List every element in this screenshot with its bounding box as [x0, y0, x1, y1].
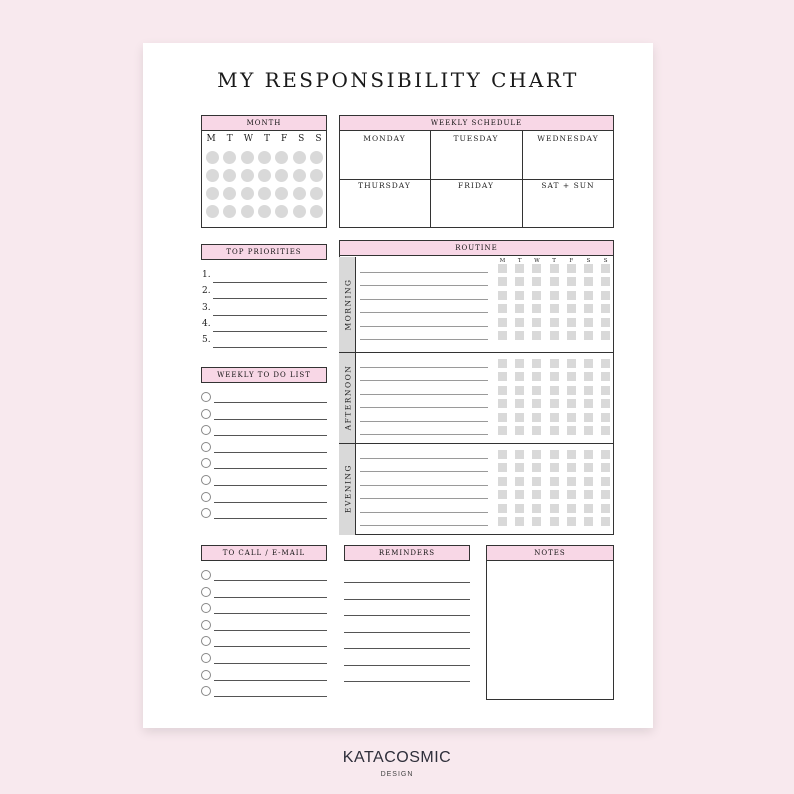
routine-check-square[interactable]: [584, 359, 593, 368]
routine-check-square[interactable]: [584, 291, 593, 300]
routine-check-square[interactable]: [584, 277, 593, 286]
routine-check-square[interactable]: [601, 331, 610, 340]
routine-check-square[interactable]: [498, 477, 507, 486]
reminder-line[interactable]: [344, 599, 470, 600]
month-day-dot[interactable]: [241, 187, 254, 200]
month-day-dot[interactable]: [258, 205, 271, 218]
routine-check-square[interactable]: [550, 490, 559, 499]
month-weekday-label: M: [206, 134, 216, 144]
routine-check-square[interactable]: [498, 359, 507, 368]
routine-task-line[interactable]: [360, 326, 488, 327]
routine-check-square[interactable]: [584, 331, 593, 340]
to-call-line[interactable]: [214, 580, 327, 581]
routine-check-square[interactable]: [515, 331, 524, 340]
routine-check-square[interactable]: [515, 304, 524, 313]
routine-check-square[interactable]: [515, 291, 524, 300]
month-day-dot[interactable]: [293, 169, 306, 182]
routine-check-square[interactable]: [584, 318, 593, 327]
routine-weekday-label: T: [517, 258, 522, 264]
routine-check-square[interactable]: [584, 304, 593, 313]
routine-check-square[interactable]: [584, 372, 593, 381]
routine-check-square[interactable]: [498, 372, 507, 381]
to-call-checkbox[interactable]: [201, 587, 211, 597]
routine-check-square[interactable]: [550, 477, 559, 486]
routine-task-line[interactable]: [360, 339, 488, 340]
routine-check-square[interactable]: [567, 450, 576, 459]
todo-checkbox[interactable]: [201, 442, 211, 452]
routine-check-square[interactable]: [532, 399, 541, 408]
priority-number: 3.: [202, 302, 211, 313]
notes-header: NOTES: [486, 545, 614, 561]
routine-check-square[interactable]: [515, 504, 524, 513]
routine-check-square[interactable]: [567, 399, 576, 408]
routine-check-square[interactable]: [550, 426, 559, 435]
routine-divider: [339, 443, 614, 444]
routine-check-square[interactable]: [567, 386, 576, 395]
to-call-line[interactable]: [214, 663, 327, 664]
month-day-dot[interactable]: [310, 205, 323, 218]
routine-check-square[interactable]: [550, 331, 559, 340]
routine-task-line[interactable]: [360, 285, 488, 286]
routine-check-square[interactable]: [550, 399, 559, 408]
routine-weekday-label: T: [552, 258, 556, 264]
month-day-dot[interactable]: [310, 169, 323, 182]
month-day-dot[interactable]: [206, 169, 219, 182]
month-day-dot[interactable]: [206, 205, 219, 218]
weekly-day-label: SAT + SUN: [541, 181, 595, 190]
routine-check-square[interactable]: [601, 490, 610, 499]
month-day-dot[interactable]: [241, 205, 254, 218]
routine-check-square[interactable]: [532, 291, 541, 300]
month-day-dot[interactable]: [258, 151, 271, 164]
routine-check-square[interactable]: [532, 331, 541, 340]
routine-check-square[interactable]: [567, 331, 576, 340]
month-day-dot[interactable]: [293, 205, 306, 218]
routine-check-square[interactable]: [601, 359, 610, 368]
to-call-line[interactable]: [214, 630, 327, 631]
routine-check-square[interactable]: [601, 426, 610, 435]
routine-section-label: MORNING: [343, 277, 352, 331]
routine-check-square[interactable]: [584, 399, 593, 408]
brand-subtitle: DESIGN: [380, 771, 414, 778]
routine-check-square[interactable]: [584, 413, 593, 422]
routine-check-square[interactable]: [498, 318, 507, 327]
routine-check-square[interactable]: [532, 277, 541, 286]
reminder-line[interactable]: [344, 648, 470, 649]
routine-divider: [339, 352, 614, 353]
todo-checkbox[interactable]: [201, 409, 211, 419]
month-day-dot[interactable]: [206, 151, 219, 164]
routine-check-square[interactable]: [532, 426, 541, 435]
priority-number: 2.: [202, 286, 211, 297]
month-weekday-label: T: [263, 134, 270, 144]
routine-check-square[interactable]: [584, 477, 593, 486]
routine-check-square[interactable]: [550, 304, 559, 313]
routine-task-line[interactable]: [360, 471, 488, 472]
to-call-line[interactable]: [214, 696, 327, 697]
routine-check-square[interactable]: [550, 359, 559, 368]
routine-check-square[interactable]: [550, 386, 559, 395]
routine-check-square[interactable]: [567, 517, 576, 526]
month-day-dot[interactable]: [258, 187, 271, 200]
routine-weekday-label: M: [499, 258, 506, 264]
routine-check-square[interactable]: [515, 277, 524, 286]
routine-check-square[interactable]: [601, 277, 610, 286]
page-title: MY RESPONSIBILITY CHART: [217, 68, 579, 92]
routine-check-square[interactable]: [498, 450, 507, 459]
routine-check-square[interactable]: [601, 413, 610, 422]
routine-check-square[interactable]: [515, 264, 524, 273]
routine-check-square[interactable]: [532, 517, 541, 526]
routine-check-square[interactable]: [550, 413, 559, 422]
priority-line[interactable]: [213, 282, 327, 283]
month-weekday-label: F: [280, 134, 288, 144]
routine-check-square[interactable]: [515, 426, 524, 435]
weekly-schedule-box: [339, 115, 614, 228]
priority-line[interactable]: [213, 347, 327, 348]
routine-check-square[interactable]: [515, 359, 524, 368]
routine-check-square[interactable]: [498, 463, 507, 472]
todo-line[interactable]: [214, 435, 327, 436]
routine-check-square[interactable]: [532, 264, 541, 273]
month-day-dot[interactable]: [241, 169, 254, 182]
top-priorities-header: TOP PRIORITIES: [201, 244, 327, 260]
month-day-dot[interactable]: [310, 187, 323, 200]
routine-task-line[interactable]: [360, 434, 488, 435]
routine-check-square[interactable]: [498, 291, 507, 300]
month-weekday-label: S: [315, 134, 322, 144]
routine-check-square[interactable]: [584, 490, 593, 499]
routine-task-line[interactable]: [360, 485, 488, 486]
routine-check-square[interactable]: [515, 450, 524, 459]
todo-line[interactable]: [214, 502, 327, 503]
routine-check-square[interactable]: [515, 386, 524, 395]
routine-check-square[interactable]: [550, 504, 559, 513]
routine-check-square[interactable]: [532, 477, 541, 486]
routine-check-square[interactable]: [532, 318, 541, 327]
routine-weekday-label: S: [603, 258, 608, 264]
todo-line[interactable]: [214, 402, 327, 403]
routine-check-square[interactable]: [584, 450, 593, 459]
routine-check-square[interactable]: [498, 490, 507, 499]
routine-check-square[interactable]: [584, 517, 593, 526]
routine-check-square[interactable]: [532, 463, 541, 472]
routine-check-square[interactable]: [550, 450, 559, 459]
routine-check-square[interactable]: [532, 450, 541, 459]
reminder-line[interactable]: [344, 582, 470, 583]
routine-check-square[interactable]: [532, 372, 541, 381]
routine-check-square[interactable]: [601, 386, 610, 395]
to-call-checkbox[interactable]: [201, 620, 211, 630]
priority-line[interactable]: [213, 331, 327, 332]
month-header: MONTH: [201, 115, 327, 131]
routine-weekday-label: W: [534, 258, 540, 264]
routine-task-line[interactable]: [360, 272, 488, 273]
routine-check-square[interactable]: [532, 504, 541, 513]
routine-check-square[interactable]: [601, 318, 610, 327]
routine-check-square[interactable]: [550, 517, 559, 526]
month-day-dot[interactable]: [241, 151, 254, 164]
todo-checkbox[interactable]: [201, 392, 211, 402]
routine-check-square[interactable]: [584, 504, 593, 513]
routine-check-square[interactable]: [584, 386, 593, 395]
to-call-checkbox[interactable]: [201, 570, 211, 580]
routine-check-square[interactable]: [601, 517, 610, 526]
routine-weekday-label: S: [586, 258, 591, 264]
routine-section-label: EVENING: [343, 464, 352, 513]
routine-task-line[interactable]: [360, 498, 488, 499]
month-day-dot[interactable]: [293, 187, 306, 200]
todo-checkbox[interactable]: [201, 475, 211, 485]
priority-line[interactable]: [213, 298, 327, 299]
brand-name: KATACOSMIC: [342, 749, 452, 766]
routine-check-square[interactable]: [567, 291, 576, 300]
to-call-checkbox[interactable]: [201, 653, 211, 663]
routine-check-square[interactable]: [601, 399, 610, 408]
notes-box[interactable]: [486, 545, 614, 700]
to-call-checkbox[interactable]: [201, 670, 211, 680]
todo-line[interactable]: [214, 468, 327, 469]
routine-check-square[interactable]: [498, 264, 507, 273]
routine-check-square[interactable]: [550, 277, 559, 286]
routine-check-square[interactable]: [515, 463, 524, 472]
routine-check-square[interactable]: [532, 413, 541, 422]
to-call-line[interactable]: [214, 680, 327, 681]
to-call-line[interactable]: [214, 613, 327, 614]
priority-line[interactable]: [213, 315, 327, 316]
routine-check-square[interactable]: [498, 304, 507, 313]
to-call-line[interactable]: [214, 597, 327, 598]
routine-check-square[interactable]: [498, 331, 507, 340]
routine-check-square[interactable]: [498, 517, 507, 526]
routine-weekday-label: F: [569, 258, 574, 264]
todo-checkbox[interactable]: [201, 492, 211, 502]
month-weekday-label: W: [243, 134, 253, 144]
routine-check-square[interactable]: [550, 291, 559, 300]
routine-check-square[interactable]: [567, 477, 576, 486]
routine-check-square[interactable]: [584, 426, 593, 435]
routine-check-square[interactable]: [567, 372, 576, 381]
routine-check-square[interactable]: [601, 504, 610, 513]
month-day-dot[interactable]: [293, 151, 306, 164]
routine-check-square[interactable]: [498, 504, 507, 513]
reminder-line[interactable]: [344, 665, 470, 666]
routine-task-line[interactable]: [360, 299, 488, 300]
routine-check-square[interactable]: [550, 264, 559, 273]
routine-task-line[interactable]: [360, 367, 488, 368]
routine-task-line[interactable]: [360, 421, 488, 422]
month-day-dot[interactable]: [258, 169, 271, 182]
routine-check-square[interactable]: [567, 304, 576, 313]
reminder-line[interactable]: [344, 632, 470, 633]
routine-check-square[interactable]: [498, 386, 507, 395]
month-weekday-row: [201, 134, 327, 144]
routine-check-square[interactable]: [567, 426, 576, 435]
routine-check-square[interactable]: [515, 517, 524, 526]
routine-check-square[interactable]: [567, 490, 576, 499]
routine-check-square[interactable]: [515, 477, 524, 486]
routine-task-line[interactable]: [360, 407, 488, 408]
todo-line[interactable]: [214, 485, 327, 486]
routine-section-label: AFTERNOON: [343, 364, 352, 430]
weekly-day-label: TUESDAY: [453, 134, 499, 143]
routine-check-square[interactable]: [601, 477, 610, 486]
routine-task-line[interactable]: [360, 394, 488, 395]
month-weekday-label: T: [226, 134, 233, 144]
reminder-line[interactable]: [344, 615, 470, 616]
weekly-day-label: MONDAY: [363, 134, 406, 143]
routine-task-line[interactable]: [360, 458, 488, 459]
routine-task-line[interactable]: [360, 312, 488, 313]
routine-check-square[interactable]: [550, 463, 559, 472]
routine-check-square[interactable]: [515, 318, 524, 327]
routine-check-square[interactable]: [601, 450, 610, 459]
reminders-header: REMINDERS: [344, 545, 470, 561]
routine-check-square[interactable]: [601, 372, 610, 381]
routine-check-square[interactable]: [567, 463, 576, 472]
month-day-dot[interactable]: [310, 151, 323, 164]
routine-check-square[interactable]: [515, 399, 524, 408]
weekly-day-label: THURSDAY: [358, 181, 411, 190]
routine-check-square[interactable]: [584, 264, 593, 273]
routine-check-square[interactable]: [550, 318, 559, 327]
todo-line[interactable]: [214, 518, 327, 519]
routine-check-square[interactable]: [601, 304, 610, 313]
routine-check-square[interactable]: [498, 277, 507, 286]
to-call-header: TO CALL / E-MAIL: [201, 545, 327, 561]
routine-check-square[interactable]: [550, 372, 559, 381]
routine-check-square[interactable]: [567, 504, 576, 513]
priority-number: 1.: [202, 270, 211, 280]
weekly-day-label: FRIDAY: [458, 181, 494, 190]
routine-check-square[interactable]: [498, 426, 507, 435]
routine-check-square[interactable]: [498, 413, 507, 422]
routine-check-square[interactable]: [601, 291, 610, 300]
divider: [339, 179, 614, 180]
month-day-dot[interactable]: [206, 187, 219, 200]
routine-check-square[interactable]: [567, 264, 576, 273]
routine-check-square[interactable]: [532, 490, 541, 499]
routine-check-square[interactable]: [567, 359, 576, 368]
todo-header: WEEKLY TO DO LIST: [201, 367, 327, 383]
routine-check-square[interactable]: [532, 386, 541, 395]
reminder-line[interactable]: [344, 681, 470, 682]
routine-check-square[interactable]: [498, 399, 507, 408]
routine-check-square[interactable]: [532, 359, 541, 368]
routine-check-square[interactable]: [567, 277, 576, 286]
routine-check-square[interactable]: [567, 318, 576, 327]
month-weekday-label: S: [298, 134, 305, 144]
priority-number: 4.: [202, 318, 211, 329]
routine-check-square[interactable]: [584, 463, 593, 472]
routine-check-square[interactable]: [515, 490, 524, 499]
routine-task-line[interactable]: [360, 525, 488, 526]
weekly-schedule-header: WEEKLY SCHEDULE: [339, 115, 614, 131]
todo-line[interactable]: [214, 419, 327, 420]
to-call-line[interactable]: [214, 646, 327, 647]
priority-number: 5.: [202, 335, 211, 346]
routine-header: ROUTINE: [339, 240, 614, 256]
routine-task-line[interactable]: [360, 380, 488, 381]
routine-task-line[interactable]: [360, 512, 488, 513]
routine-check-square[interactable]: [515, 413, 524, 422]
routine-check-square[interactable]: [601, 463, 610, 472]
routine-check-square[interactable]: [532, 304, 541, 313]
routine-check-square[interactable]: [601, 264, 610, 273]
routine-check-square[interactable]: [515, 372, 524, 381]
todo-line[interactable]: [214, 452, 327, 453]
weekly-day-label: WEDNESDAY: [537, 134, 599, 143]
routine-check-square[interactable]: [567, 413, 576, 422]
